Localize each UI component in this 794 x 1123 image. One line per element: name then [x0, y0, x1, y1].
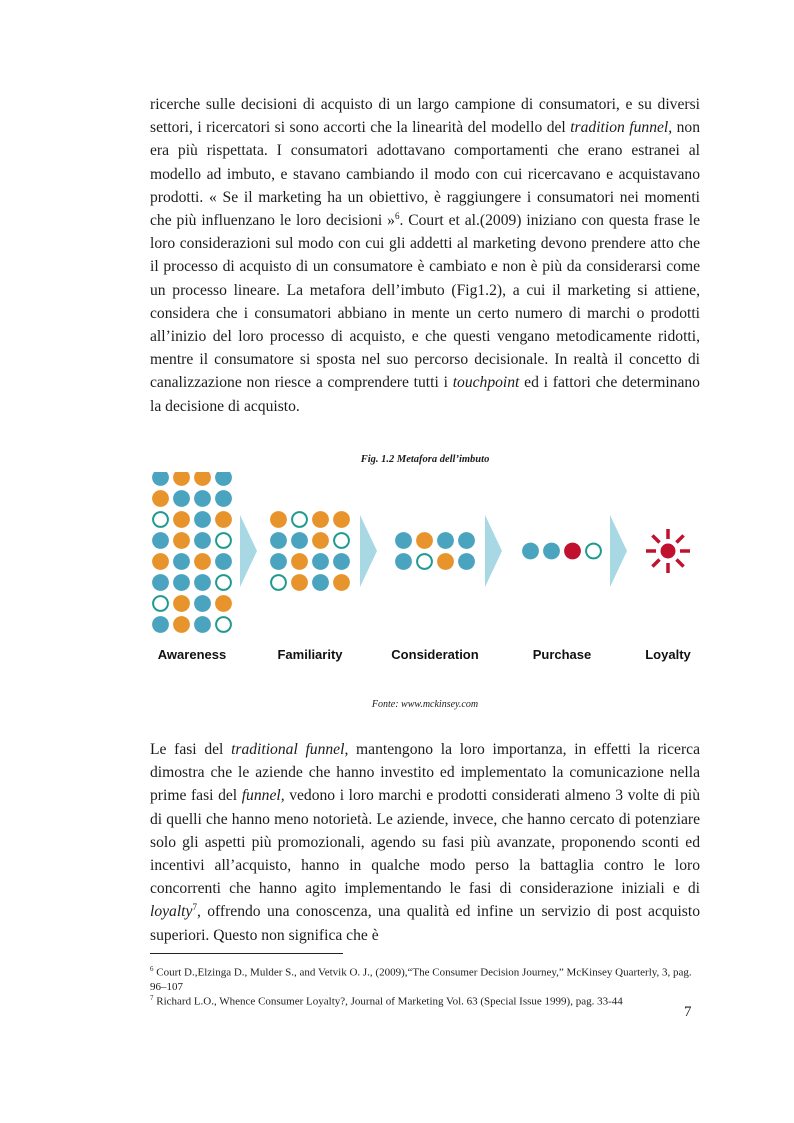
dot — [215, 472, 232, 486]
dot — [458, 553, 475, 570]
dot — [194, 532, 211, 549]
dot — [194, 595, 211, 612]
dot — [291, 574, 308, 591]
body-paragraph-2: Le fasi del traditional funnel, mantengono la loro importanza, in effetti la ricerca dimostra che le aziende che hanno investito ed implementato la comunicazione nella prime fasi del funnel, vedono i loro marchi e prodotti considerati almeno 3 volte di più di quelli che hanno meno notorietà. Le aziende, invece, che hanno cercato di potenziare solo gli aspetti più promozionali, agendo su fasi più avanzate, proponendo sconti ed incentivi all’acquisto, hanno in qualche modo perso la battaglia contro le loro concorrenti che hanno agito implementando le fasi di considerazione iniziali e di loyalty$^7$, offrendo una conoscenza, una qualità ed infine un servizio di post acquisto superiori. Questo non significa che è — [150, 741, 700, 944]
dot — [216, 575, 231, 590]
dot — [334, 533, 349, 548]
dot — [312, 553, 329, 570]
stage-arrow-4 — [610, 515, 627, 587]
dot — [586, 544, 601, 559]
stage-label-awareness: Awareness — [157, 647, 227, 662]
dot — [291, 532, 308, 549]
dot — [152, 553, 169, 570]
dot — [312, 532, 329, 549]
dot — [271, 575, 286, 590]
dot — [215, 511, 232, 528]
page-number: 7 — [684, 1004, 692, 1020]
dot — [215, 490, 232, 507]
dot — [194, 574, 211, 591]
body-paragraph-1: ricerche sulle decisioni di acquisto di un largo campione di consumatori, e su diversi settori, i ricercatori si sono accorti che la linearità del modello del tradition funnel, non era più rispettata. I consumatori adottavano comportamenti che erano estranei al modello ad imbuto, e stavano cambiando il modo con cui ricercavano e acquistavano prodotti. « Se il marketing ha un obiettivo, è raggiungere i consumatori nei momenti che più influenzano le loro decisioni »$^6$. Court et al.(2009) iniziano con questa frase le loro considerazioni sul modo con cui gli addetti al marketing devono prendere atto che il processo di acquisto di un consumatore è cambiato e non è più da considerarsi come un processo lineare. La metafora dell’imbuto (Fig1.2), a cui il marketing si attiene, considera che i consumatori abbiano in mente un certo numero di marchi o prodotti all’inizio del loro processo di acquisto, e che questi vengano metodicamente ridotti, mentre il consumatore si sposta nel suo percorso decisionale. In realtà il concetto di canalizzazione non riesce a comprendere tutti i touchpoint ed i fattori che determinano la decisione di acquisto. — [150, 96, 701, 415]
dot — [291, 553, 308, 570]
dot — [522, 543, 539, 560]
footnote-7: $^7$ Richard L.O., Whence Consumer Loyalty?, Journal of Marketing Vol. 63 (Special Issue 1999), pag. 33-44 — [150, 994, 623, 1008]
dot — [417, 554, 432, 569]
loyalty-burst-icon — [646, 529, 690, 573]
dot — [153, 512, 168, 527]
dot — [216, 617, 231, 632]
stage-label-familiarity: Familiarity — [277, 647, 343, 662]
dot — [194, 472, 211, 486]
dot — [312, 574, 329, 591]
dot — [564, 543, 581, 560]
dot — [173, 532, 190, 549]
dot — [173, 595, 190, 612]
dot — [194, 616, 211, 633]
dot — [333, 553, 350, 570]
dot — [543, 543, 560, 560]
dot — [458, 532, 475, 549]
dot — [292, 512, 307, 527]
footnote-rule — [150, 953, 343, 954]
dot — [270, 553, 287, 570]
figure-caption: Fig. 1.2 Metafora dell’imbuto — [360, 454, 490, 465]
stage-arrow-2 — [360, 515, 377, 587]
stage-arrow-1 — [240, 515, 257, 587]
funnel-diagram — [140, 472, 710, 672]
footnote-6: $^6$ Court D.,Elzinga D., Mulder S., and Vetvik O. J., (2009),“The Consumer Decision Journey,” McKinsey Quarterly, 3, pag. 96–107 — [150, 965, 692, 994]
dot — [215, 553, 232, 570]
dot — [395, 553, 412, 570]
dot — [173, 472, 190, 486]
dot — [152, 574, 169, 591]
dot — [270, 511, 287, 528]
dot — [437, 553, 454, 570]
dot — [152, 472, 169, 486]
dot — [173, 490, 190, 507]
stage-label-purchase: Purchase — [532, 647, 592, 662]
dot — [216, 533, 231, 548]
figure-source: Fonte: www.mckinsey.com — [371, 699, 479, 710]
dot — [333, 511, 350, 528]
dot — [333, 574, 350, 591]
dot — [194, 490, 211, 507]
dot — [437, 532, 454, 549]
dot — [173, 574, 190, 591]
dot — [173, 553, 190, 570]
dot — [152, 490, 169, 507]
dot — [173, 511, 190, 528]
dot — [416, 532, 433, 549]
dot — [312, 511, 329, 528]
dot — [152, 616, 169, 633]
stage-label-loyalty: Loyalty — [645, 647, 691, 662]
dot — [173, 616, 190, 633]
dot — [152, 532, 169, 549]
dot — [153, 596, 168, 611]
dot — [270, 532, 287, 549]
dot — [194, 511, 211, 528]
dot — [395, 532, 412, 549]
stage-label-consideration: Consideration — [391, 647, 479, 662]
stage-arrow-3 — [485, 515, 502, 587]
dot — [215, 595, 232, 612]
dot — [194, 553, 211, 570]
